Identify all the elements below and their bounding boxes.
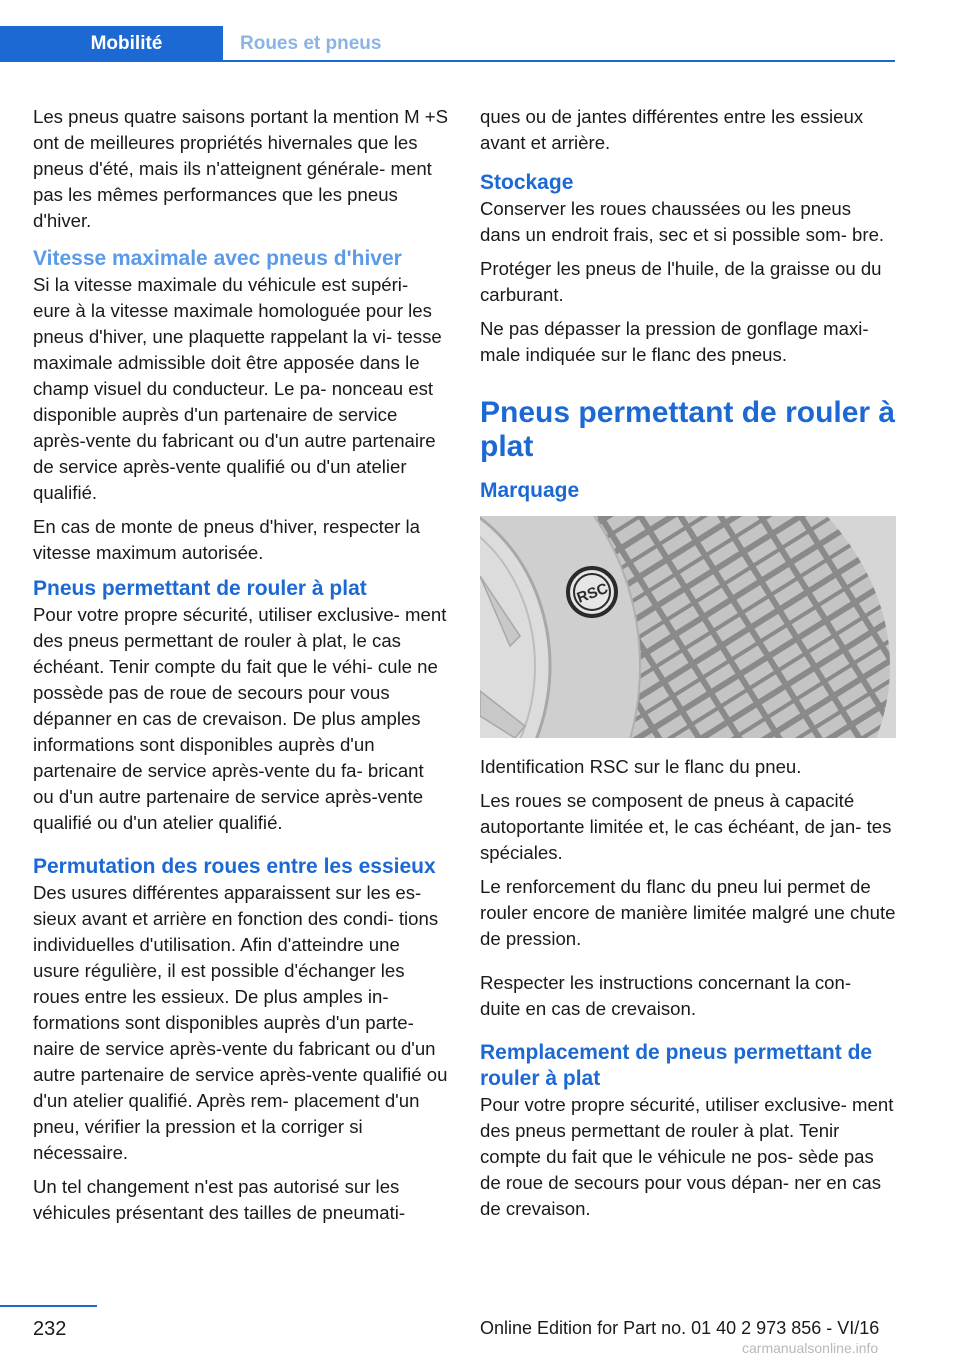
page-number: 232 [33, 1318, 67, 1340]
heading-permutation: Permutation des roues entre les essieux [33, 855, 436, 878]
paragraph-instructions: Respecter les instructions concernant la con‐ duite en cas de crevaison. [480, 972, 852, 1019]
paragraph-continuation: ques ou de jantes différentes entre les essieux avant et arrière. [480, 106, 864, 153]
paragraph-all-season: Les pneus quatre saisons portant la mention M +S ont de meilleures propriétés hivernales que les pneus d'été, mais ils n'atteignent générale‐ ment pas les mêmes performances que les pneus d'hiver. [33, 106, 448, 231]
heading-rouler-a-plat: Pneus permettant de rouler à plat [33, 577, 367, 600]
header-tab-mobilite[interactable]: Mobilité [30, 26, 223, 62]
header-accent-bar [0, 26, 30, 62]
heading-stockage: Stockage [480, 171, 574, 194]
rsc-badge-label: RSC [574, 580, 611, 607]
paragraph-renforcement: Le renforcement du flanc du pneu lui permet de rouler encore de manière limitée malgré une chute de pression. [480, 876, 896, 949]
paragraph-vitesse-respect: En cas de monte de pneus d'hiver, respecter la vitesse maximum autorisée. [33, 516, 421, 563]
paragraph-remplacement: Pour votre propre sécurité, utiliser exclusive‐ ment des pneus permettant de rouler à plat. Tenir compte du fait que le véhicule ne pos‐ sède pas de roue de secours pour vous dépan‐ ner en cas de crevaison. [480, 1094, 894, 1219]
paragraph-rouler-a-plat: Pour votre propre sécurité, utiliser exclusive‐ ment des pneus permettant de rouler à plat, le cas échéant. Tenir compte du fait que le véhi‐ cule ne possède pas de roue de secours pour vous dépanner en cas de crevaison. De plus amples informations sont disponibles auprès d'un partenaire de service après-vente du fa‐ bricant ou d'un autre partenaire de service après-vente qualifié ou d'un atelier qualifié. [33, 604, 447, 833]
header-tab-roues-et-pneus[interactable]: Roues et pneus [240, 33, 382, 54]
rsc-tire-illustration [480, 516, 896, 738]
heading-marquage: Marquage [480, 479, 580, 502]
rsc-badge-icon [568, 568, 616, 616]
paragraph-stockage-2: Protéger les pneus de l'huile, de la graisse ou du carburant. [480, 258, 882, 305]
paragraph-vitesse: Si la vitesse maximale du véhicule est supéri‐ eure à la vitesse maximale homologuée pour les pneus d'hiver, une plaquette rappelant la vi‐ tesse maximale admissible doit être apposée dans le champ visuel du conducteur. Le pa‐ nonceau est disponible auprès d'un partenaire de service après-vente du fabricant ou d'un autre partenaire de service après-vente qualifié ou d'un atelier qualifié. [33, 274, 442, 503]
left-column [33, 104, 449, 1234]
heading-vitesse-maximale: Vitesse maximale avec pneus d'hiver [33, 247, 402, 270]
paragraph-rsc-identification: Identification RSC sur le flanc du pneu. [480, 756, 802, 777]
heading-remplacement: Remplacement de pneus permettant de rouler à plat [480, 1041, 873, 1090]
watermark: carmanualsonline.info [742, 1340, 879, 1356]
paragraph-stockage-1: Conserver les roues chaussées ou les pneus dans un endroit frais, sec et si possible som‐ bre. [480, 198, 885, 245]
paragraph-permutation: Des usures différentes apparaissent sur les es‐ sieux avant et arrière en fonction des condi‐ tions individuelles d'utilisation. Afin d'atteindre une usure régulière, il est possible d'échanger les roues entre les essieux. De plus amples in‐ formations sont disponibles auprès d'un parte‐ naire de service après-vente du fabricant ou d'un autre partenaire de service après-vente qualifié ou d'un atelier qualifié. Après rem‐ placement d'un pneu, vérifier la pression et la corriger si nécessaire. [33, 882, 448, 1163]
paragraph-roues-composition: Les roues se composent de pneus à capacité autoportante limitée et, le cas échéant, de jan‐ tes spéciales. [480, 790, 892, 863]
paragraph-permutation-note: Un tel changement n'est pas autorisé sur les véhicules présentant des tailles de pneumati‐ [33, 1176, 406, 1223]
header-underline [223, 60, 895, 62]
footer-rule [0, 1305, 97, 1307]
paragraph-stockage-3: Ne pas dépasser la pression de gonflage maxi‐ male indiquée sur le flanc des pneus. [480, 318, 869, 365]
right-column [480, 104, 896, 1230]
heading-pneus-rouler-a-plat: Pneus permettant de rouler à plat [480, 396, 896, 463]
edition-text: Online Edition for Part no. 01 40 2 973 856 - VI/16 [480, 1318, 880, 1338]
